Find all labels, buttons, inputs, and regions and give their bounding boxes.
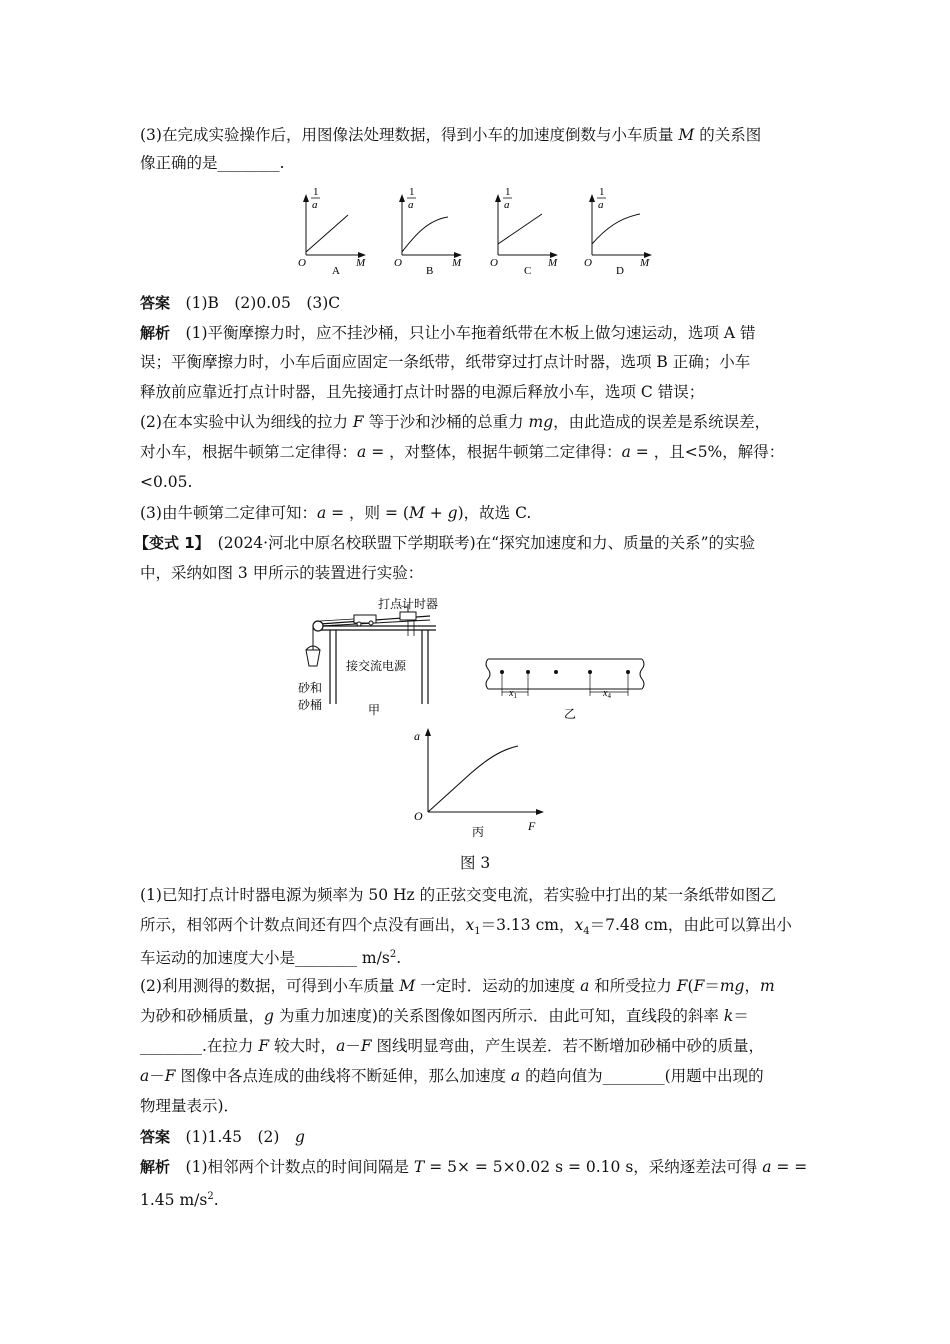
svg-text:1: 1	[409, 186, 415, 198]
svg-text:O: O	[298, 257, 306, 269]
svg-text:a: a	[408, 199, 414, 211]
svg-text:O: O	[584, 257, 592, 269]
tape-dot	[554, 670, 558, 674]
figure-3-apparatus	[290, 592, 660, 722]
af-curve	[428, 746, 518, 812]
svg-text:a: a	[504, 199, 510, 211]
analysis-1-line-3: 释放前应靠近打点计时器，且先接通打点计时器的电源后释放小车，选项 C 错误；	[140, 383, 705, 401]
q2-line-4: a－F 图像中各点连成的曲线将不断延伸，那么加速度 a 的趋向值为________(用题中出现的	[140, 1067, 764, 1085]
option-graphs	[290, 180, 670, 280]
answer-2: 答案 (1)1.45 (2) g	[140, 1128, 305, 1146]
label-x4: $x_4$	[603, 688, 611, 700]
q2-line-2: 为砂和砂桶质量，g 为重力加速度)的关系图像如图丙所示．由此可知，直线段的斜率 k＝	[140, 1007, 749, 1025]
svg-text:B: B	[426, 265, 434, 277]
q2-line-3: ________.在拉力 F 较大时，a－F 图线明显弯曲，产生误差．若不断增加砂桶中砂的质量，	[140, 1037, 765, 1055]
figure-3-af-graph	[400, 724, 560, 844]
svg-text:a: a	[598, 199, 604, 211]
graph-option-a	[298, 186, 366, 277]
svg-text:O: O	[394, 257, 402, 269]
svg-text:M: M	[640, 257, 650, 269]
q3-line-2: 像正确的是________.	[140, 154, 285, 172]
q2-line-1: (2)利用测得的数据，可得到小车质量 M 一定时．运动的加速度 a 和所受拉力 F(F＝mg，m	[140, 977, 775, 995]
analysis-1-line-4: (2)在本实验中认为细线的拉力 F 等于沙和沙桶的总重力 mg，由此造成的误差是系统误差，	[140, 413, 771, 431]
label-jia: 甲	[368, 703, 381, 717]
variant-1-line-2: 中，采纳如图 3 甲所示的装置进行实验：	[140, 564, 424, 582]
graph-option-c	[490, 186, 558, 277]
label-power: 接交流电源	[346, 659, 407, 673]
analysis-1-line-5: 对小车，根据牛顿第二定律得：a = ，对整体，根据牛顿第二定律得：a = ，且<5%，解得：	[140, 443, 785, 461]
label-bing: 丙	[472, 825, 485, 839]
label-sand-1: 砂和	[298, 681, 323, 695]
analysis-1-line-7: (3)由牛顿第二定律可知：a = ，则 = (M + g)，故选 C.	[140, 504, 532, 522]
q2-line-5: 物理量表示)．	[140, 1097, 240, 1115]
analysis-1-line-1: 解析 (1)平衡摩擦力时，应不挂沙桶，只让小车拖着纸带在木板上做匀速运动，选项 A 错	[140, 324, 756, 342]
q1-line-2: 所示，相邻两个计数点间还有四个点没有画出，$x_1=3.13$ cm，$x_4=7.48$ cm，由此可以算出小	[140, 916, 792, 938]
label-yi: 乙	[564, 707, 577, 721]
answer-1: 答案 (1)B (2)0.05 (3)C	[140, 294, 341, 312]
ylabel-num: 1	[313, 186, 319, 198]
graph-y-label: a	[414, 729, 420, 743]
q1-line-1: (1)已知打点计时器电源为频率为 50 Hz 的正弦交变电流，若实验中打出的某一条纸带如图乙	[140, 886, 777, 904]
analysis-1-line-2: 误；平衡摩擦力时，小车后面应固定一条纸带，纸带穿过打点计时器，选项 B 正确；小车	[140, 353, 751, 371]
svg-text:C: C	[524, 265, 532, 277]
analysis-2-line-1: 解析 (1)相邻两个计数点的时间间隔是 T = 5× = 5×0.02 s = 0.10 s，采纳逐差法可得 a = =	[140, 1158, 808, 1176]
graph-option-b	[394, 186, 462, 277]
graph-option-d	[584, 186, 652, 277]
apparatus-table	[306, 604, 436, 704]
label-sand-2: 砂桶	[298, 698, 323, 712]
figure-3-caption: 图 3	[460, 854, 491, 872]
svg-text:1: 1	[505, 186, 511, 198]
graph-x-label: F	[528, 819, 536, 833]
svg-text:A: A	[332, 265, 340, 277]
svg-text:D: D	[616, 265, 624, 277]
graph-origin: O	[414, 809, 423, 823]
label-timer: 打点计时器	[378, 597, 439, 611]
analysis-2-line-2: 1.45 $m/s^2$.	[140, 1191, 219, 1210]
svg-text:M: M	[452, 257, 462, 269]
svg-text:M: M	[548, 257, 558, 269]
label-x1: $x_1$	[509, 688, 517, 700]
svg-text:M: M	[356, 257, 366, 269]
analysis-1-line-6: <0.05.	[140, 473, 193, 491]
svg-text:1: 1	[599, 186, 605, 198]
svg-text:O: O	[490, 257, 498, 269]
variant-1-line-1: 【变式 1】 (2024·河北中原名校联盟下学期联考)在“探究加速度和力、质量的关系”的实验	[134, 534, 755, 552]
q1-line-3: 车运动的加速度大小是________ $m/s^2$.	[140, 949, 402, 968]
svg-text:a: a	[312, 199, 318, 211]
q3-line-1: (3)在完成实验操作后，用图像法处理数据，得到小车的加速度倒数与小车质量 M 的关系图	[140, 126, 762, 144]
